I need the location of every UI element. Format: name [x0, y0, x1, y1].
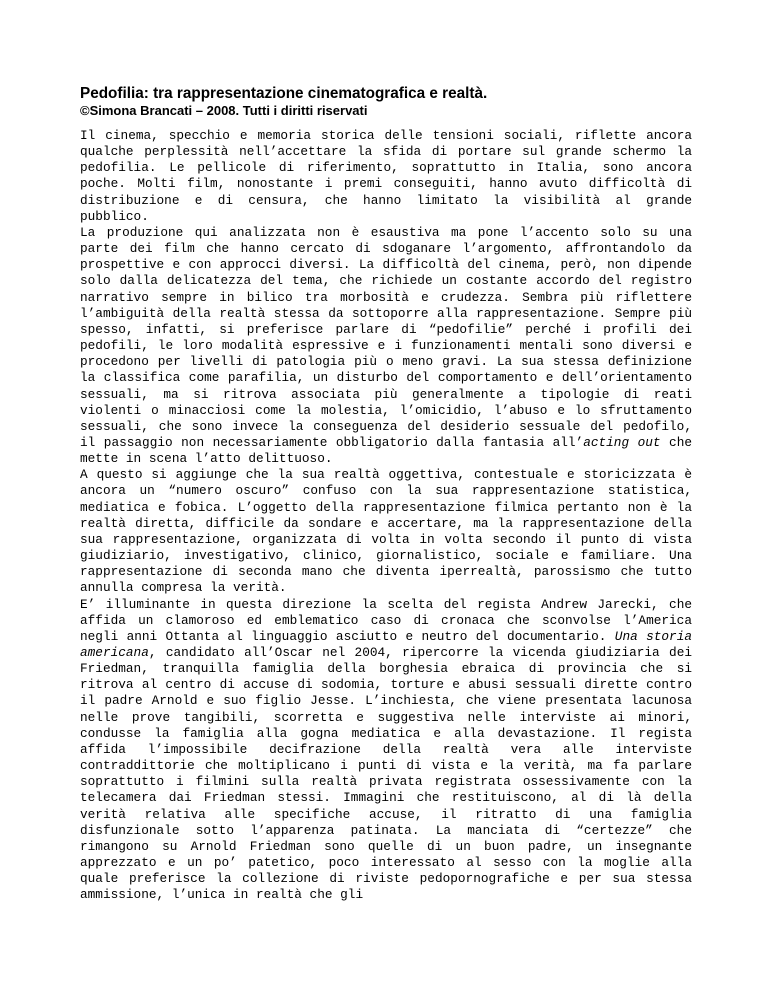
paragraph-4	[80, 597, 692, 904]
paragraph-2-text-a: La produzione qui analizzata non è esaustiva ma pone l’accento solo su una parte dei film che hanno cercato di sdoganare l’argomento, affrontandolo da prospettive e con approcci diversi. La difficoltà del cinema, però, non dipende solo dalla delicatezza del tema, che richiede un costante accordo del registro narrativo sempre in bilico tra morbosità e crudezza. Sembra più riflettere l’ambiguità della realtà stessa da sottoporre alla rappresentazione. Sempre più spesso, infatti, si preferisce parlare di “pedofilie” perché i profili dei pedofili, le loro modalità espressive e i funzionamenti mentali sono diversi e procedono per livelli di patologia più o meno gravi. La sua stessa definizione la classifica come parafilia, un disturbo del comportamento e dell’orientamento sessuali, ma si ritrova associata più generalmente a tipologie di reati violenti o minacciosi come la molestia, l’omicidio, l’abuso e lo sfruttamento sessuali, che sono invece la conseguenza del desiderio sessuale del pedofilo, il passaggio non necessariamente obbligatorio dalla fantasia all’	[80, 224, 692, 450]
paragraph-1: Il cinema, specchio e memoria storica delle tensioni sociali, riflette ancora qualche perplessità nell’accettare la sfida di portare sul grande schermo la pedofilia. Le pellicole di riferimento, soprattutto in Italia, sono ancora poche. Molti film, nonostante i premi conseguiti, hanno avuto difficoltà di distribuzione e di censura, che hanno limitato la visibilità al grande pubblico.	[80, 128, 692, 224]
document-title: Pedofilia: tra rappresentazione cinematografica e realtà.	[80, 85, 488, 102]
paragraph-4-italic: Una storia americana	[80, 628, 692, 660]
paragraph-4-text-b: , candidato all’Oscar nel 2004, ripercorre la vicenda giudiziaria dei Friedman, tranquilla famiglia della borghesia ebraica di provincia che si ritrova al centro di accuse di sodomia, torture e abusi sessuali dirette contro il padre Arnold e suo figlio Jesse. L’inchiesta, che viene presentata lacunosa nelle prove tangibili, scorretta e suggestiva nelle interviste ai minori, condusse la famiglia alla gogna mediatica e alla devastazione. Il regista affida l’impossibile decifrazione della realtà vera alle interviste contraddittorie che moltiplicano i punti di vista e la verità, ma fa parlare soprattutto i filmini sulla realtà privata registrata ossessivamente con la telecamera dai Friedman stessi. Immagini che restituiscono, al di là della verità relativa alle specifiche accuse, il ritratto di una famiglia disfunzionale sotto l’apparenza patinata. La manciata di “certezze” che rimangono su Arnold Friedman sono quelle di un buon padre, un insegnante apprezzato e un po’ patetico, poco interessato al sesso con la moglie alla quale preferisce la collezione di riviste pedopornografiche e per sua stessa ammissione, l’unica in realtà che gli	[80, 645, 692, 903]
paragraph-4-text-a: E’ illuminante in questa direzione la scelta del regista Andrew Jarecki, che affida un clamoroso ed emblematico caso di cronaca che sconvolse l’America negli anni Ottanta al linguaggio asciutto e neutro del documentario.	[80, 596, 692, 644]
paragraph-2-text-b: che mette in scena l’atto delittuoso.	[80, 434, 693, 467]
copyright-line: ©Simona Brancati – 2008. Tutti i diritti riservati	[80, 103, 368, 118]
paragraph-3: A questo si aggiunge che la sua realtà oggettiva, contestuale e storicizzata è ancora un “numero oscuro” confuso con la sua rappresentazione statistica, mediatica e fobica. L’oggetto della rappresentazione filmica pertanto non è la realtà diretta, difficile da sondare e accertare, ma la rappresentazione della sua rappresentazione, organizzata di volta in volta secondo il punto di vista giudiziario, investigativo, clinico, giornalistico, sociale e familiare. Una rappresentazione di seconda mano che diventa iperrealtà, parossismo che tutto annulla compresa la verità.	[80, 467, 692, 596]
document-body	[80, 128, 692, 904]
document-page	[80, 84, 692, 904]
paragraph-2-italic: acting out	[583, 434, 661, 450]
paragraph-2	[80, 225, 692, 467]
